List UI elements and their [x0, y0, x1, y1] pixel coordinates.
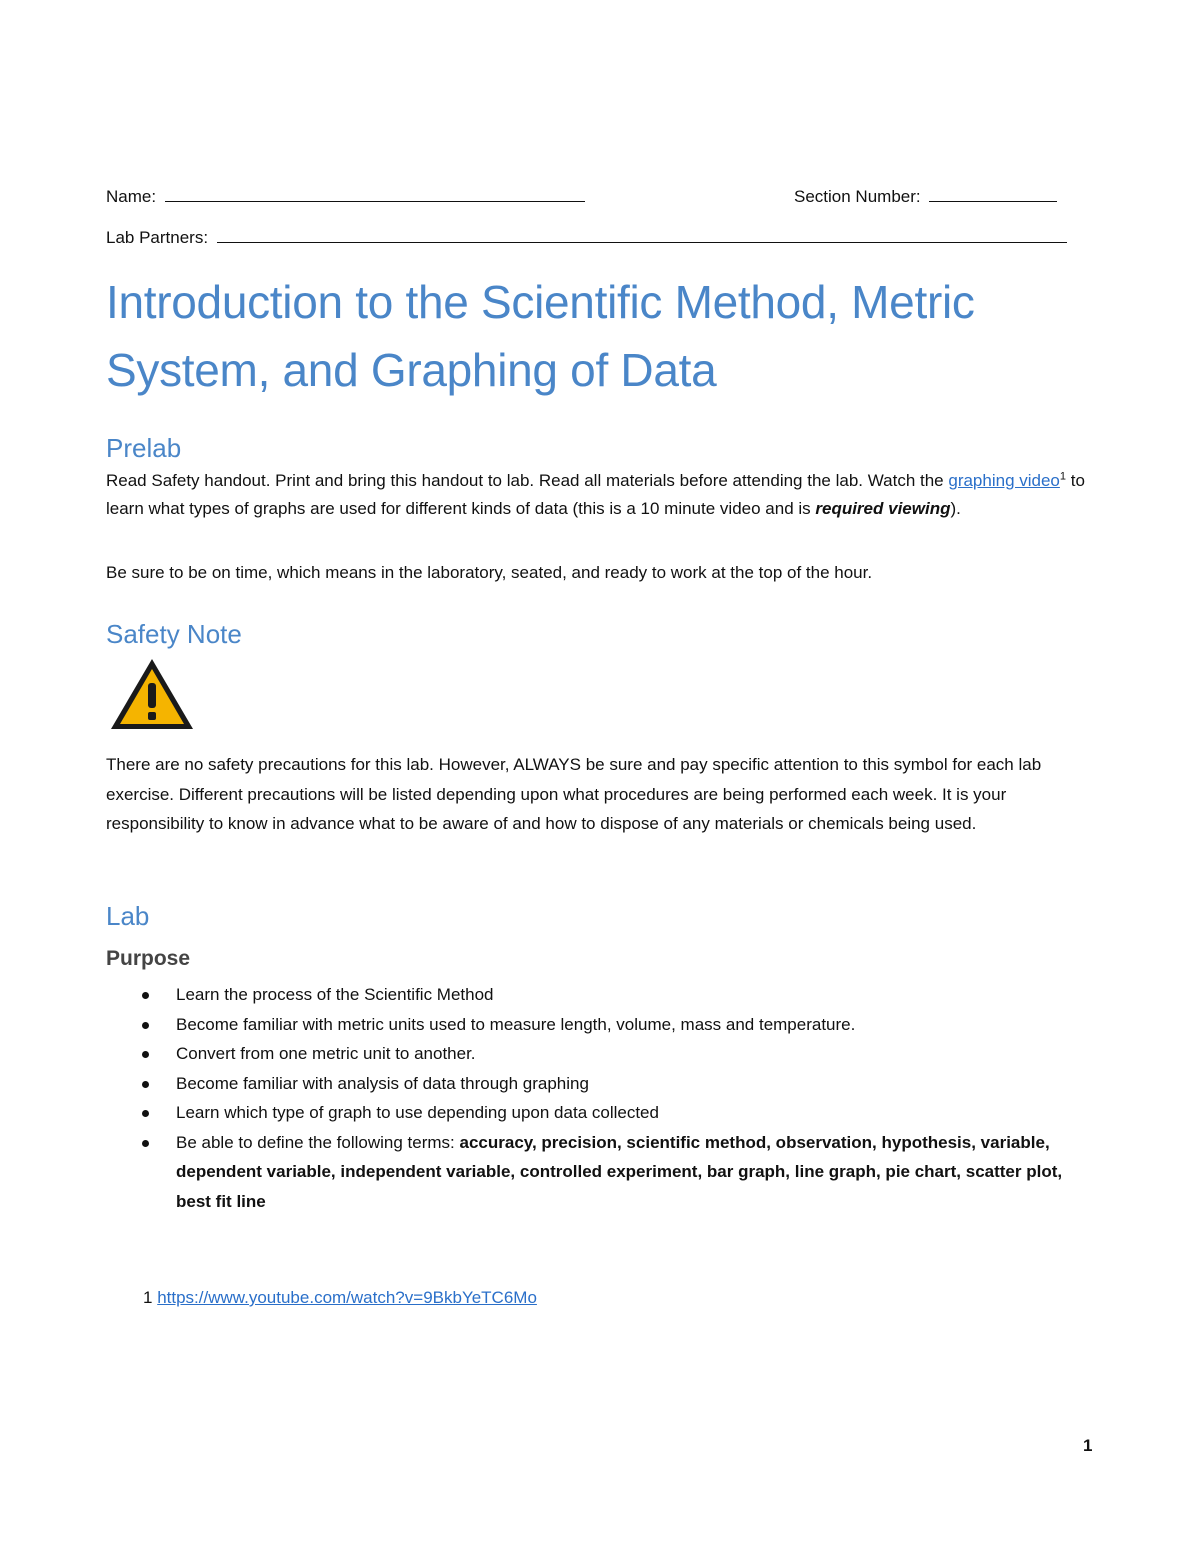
- terms-list: accuracy, precision, scientific method, observation, hypothesis, variable, dependent variable, independent variable, controlled experiment, bar graph, line graph, pie chart, scatter plot, best fit line: [176, 1132, 1063, 1211]
- bullet-icon: [142, 1110, 149, 1117]
- footnote-link[interactable]: https://www.youtube.com/watch?v=9BkbYeTC6Mo: [157, 1288, 537, 1307]
- bullet-icon: [142, 1022, 149, 1029]
- list-item-text: Become familiar with analysis of data through graphing: [176, 1073, 589, 1093]
- prelab-text-3: ).: [950, 498, 961, 518]
- page-number: 1: [1083, 1436, 1093, 1455]
- graphing-video-link[interactable]: graphing video: [948, 471, 1060, 490]
- list-item: [106, 1010, 1096, 1040]
- section-line[interactable]: [929, 185, 1057, 202]
- lab-partners-label: Lab Partners:: [106, 228, 209, 247]
- list-item-text: Learn which type of graph to use depending upon data collected: [176, 1103, 659, 1122]
- section-field-row: [794, 185, 1057, 207]
- section-label: Section Number:: [794, 187, 921, 206]
- footnote: [143, 1288, 537, 1308]
- name-field-row: [106, 185, 585, 207]
- list-item-text: Become familiar with metric units used to measure length, volume, mass and temperature.: [176, 1014, 856, 1034]
- required-viewing-text: required viewing: [815, 498, 951, 518]
- footnote-marker: 1: [1059, 470, 1067, 483]
- list-item-terms: [106, 1128, 1096, 1217]
- prelab-paragraph-2: Be sure to be on time, which means in the laboratory, seated, and ready to work at the top of the hour.: [106, 563, 873, 582]
- warning-triangle-icon: [108, 656, 196, 732]
- prelab-heading: Prelab: [106, 433, 182, 463]
- list-item-text: Learn the process of the Scientific Method: [176, 985, 494, 1004]
- terms-intro: Be able to define the following terms:: [176, 1132, 460, 1152]
- purpose-heading: Purpose: [106, 947, 191, 970]
- safety-paragraph: There are no safety precautions for this lab. However, ALWAYS be sure and pay specific attention to this symbol for each lab exercise. Different precautions will be listed depending upon what procedures are being performed each week. It is your responsibility to know in advance what to be aware of and how to dispose of any materials or chemicals being used.: [106, 755, 1042, 833]
- prelab-text-1: Read Safety handout. Print and bring this handout to lab. Read all materials before attending the lab. Watch the: [106, 471, 949, 490]
- bullet-icon: [142, 1051, 149, 1058]
- lab-heading: Lab: [106, 901, 150, 931]
- bullet-icon: [142, 1140, 149, 1147]
- list-item: [106, 1039, 1096, 1069]
- bullet-icon: [142, 1081, 149, 1088]
- lab-partners-line[interactable]: [217, 226, 1067, 243]
- list-item: [106, 1098, 1096, 1128]
- list-item-text: Convert from one metric unit to another.: [176, 1044, 476, 1063]
- list-item: [106, 980, 1096, 1010]
- purpose-list: [106, 980, 1096, 1216]
- prelab-text-2: to learn what types of graphs are used for different kinds of data (this is a 10 minute video and is: [106, 471, 1085, 518]
- prelab-paragraph: [106, 467, 1096, 522]
- safety-note-heading: Safety Note: [106, 619, 242, 649]
- page-title: Introduction to the Scientific Method, Metric System, and Graphing of Data: [106, 276, 975, 396]
- footnote-number: 1: [143, 1288, 153, 1307]
- lab-partners-field-row: [106, 226, 1067, 248]
- name-line[interactable]: [165, 185, 585, 202]
- list-item: [106, 1069, 1096, 1099]
- bullet-icon: [142, 992, 149, 999]
- name-label: Name:: [106, 187, 157, 206]
